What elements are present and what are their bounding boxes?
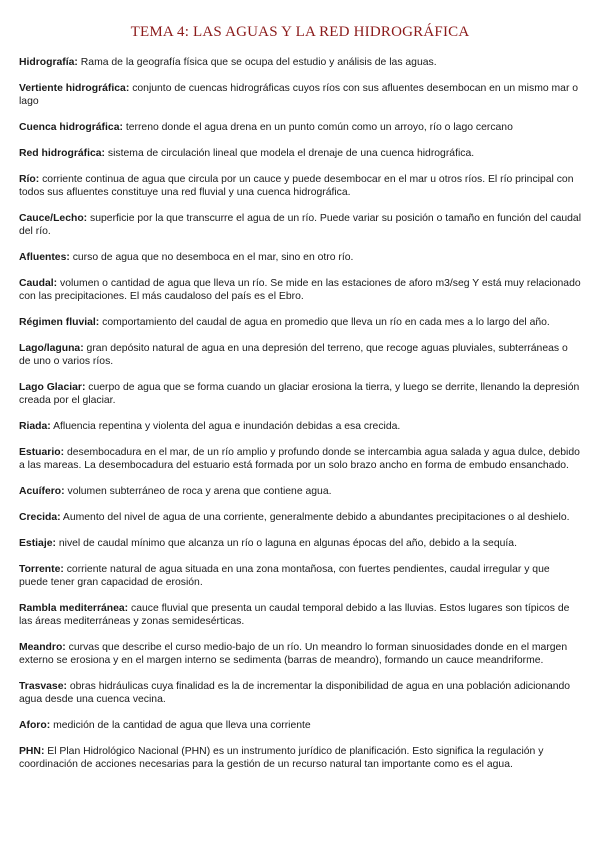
glossary-entry bbox=[19, 56, 581, 69]
glossary-entry bbox=[19, 381, 581, 407]
glossary-definition: comportamiento del caudal de agua en promedio que lleva un río en cada mes a lo largo del año. bbox=[102, 317, 550, 328]
glossary-definition: corriente continua de agua que circula por un cauce y puede desembocar en el mar u otros ríos. El río principal con todos sus afluentes constituye una red fluvial y una cuenca hidrográfica. bbox=[19, 174, 574, 198]
glossary-term: Aforo: bbox=[19, 720, 51, 731]
glossary-entry bbox=[19, 563, 581, 589]
glossary-entry bbox=[19, 745, 581, 771]
glossary-term: Acuífero: bbox=[19, 486, 65, 497]
glossary-entry bbox=[19, 173, 581, 199]
glossary-definition: nivel de caudal mínimo que alcanza un río o laguna en algunas épocas del año, debido a la sequía. bbox=[58, 538, 517, 549]
glossary-term: PHN: bbox=[19, 746, 45, 757]
glossary-list bbox=[19, 56, 581, 771]
page-title: TEMA 4: LAS AGUAS Y LA RED HIDROGRÁFICA bbox=[130, 24, 470, 40]
glossary-entry bbox=[19, 537, 581, 550]
glossary-definition: cuerpo de agua que se forma cuando un glaciar erosiona la tierra, y luego se derrite, llenando la depresión creada por el glaciar. bbox=[19, 382, 580, 406]
glossary-term: Torrente: bbox=[19, 564, 64, 575]
glossary-definition: Afluencia repentina y violenta del agua e inundación debidas a esa crecida. bbox=[53, 421, 401, 432]
glossary-definition: volumen subterráneo de roca y arena que contiene agua. bbox=[67, 486, 332, 497]
glossary-term: Rambla mediterránea: bbox=[19, 603, 129, 614]
glossary-term: Río: bbox=[19, 174, 40, 185]
glossary-definition: curso de agua que no desemboca en el mar, sino en otro río. bbox=[72, 252, 354, 263]
glossary-definition: corriente natural de agua situada en una zona montañosa, con fuertes pendientes, caudal irregular y que puede tener gran capacidad de erosión. bbox=[19, 564, 550, 588]
glossary-entry bbox=[19, 680, 581, 706]
glossary-entry bbox=[19, 147, 581, 160]
glossary-term: Lago/laguna: bbox=[19, 343, 84, 354]
glossary-term: Caudal: bbox=[19, 278, 58, 289]
glossary-definition: volumen o cantidad de agua que lleva un río. Se mide en las estaciones de aforo m3/seg Y está muy relacionado con las precipitaciones. El más caudaloso del país es el Ebro. bbox=[19, 278, 581, 302]
glossary-term: Hidrografía: bbox=[19, 57, 78, 68]
glossary-entry bbox=[19, 316, 581, 329]
glossary-entry bbox=[19, 719, 581, 732]
glossary-definition: sistema de circulación lineal que modela el drenaje de una cuenca hidrográfica. bbox=[107, 148, 475, 159]
glossary-entry bbox=[19, 82, 581, 108]
glossary-entry bbox=[19, 212, 581, 238]
document-page bbox=[19, 0, 581, 784]
glossary-entry bbox=[19, 420, 581, 433]
glossary-entry bbox=[19, 641, 581, 667]
glossary-definition: gran depósito natural de agua en una depresión del terreno, que recoge aguas pluviales, subterráneas o de uno o varios ríos. bbox=[19, 343, 568, 367]
glossary-entry bbox=[19, 121, 581, 134]
glossary-definition: medición de la cantidad de agua que lleva una corriente bbox=[53, 720, 311, 731]
glossary-definition: desembocadura en el mar, de un río amplio y profundo donde se intercambia agua salada y agua dulce, debido a las mareas. La desembocadura del estuario está formada por un solo brazo ancho en forma de embudo ensanchado. bbox=[19, 447, 580, 471]
glossary-definition: terreno donde el agua drena en un punto común como un arroyo, río o lago cercano bbox=[125, 122, 513, 133]
glossary-term: Lago Glaciar: bbox=[19, 382, 86, 393]
glossary-term: Vertiente hidrográfica: bbox=[19, 83, 130, 94]
glossary-definition: Aumento del nivel de agua de una corriente, generalmente debido a abundantes precipitaciones o al deshielo. bbox=[62, 512, 570, 523]
glossary-definition: obras hidráulicas cuya finalidad es la de incrementar la disponibilidad de agua en una población adicionando agua desde una cuenca vecina. bbox=[19, 681, 571, 705]
glossary-term: Afluentes: bbox=[19, 252, 70, 263]
glossary-term: Régimen fluvial: bbox=[19, 317, 100, 328]
glossary-term: Riada: bbox=[19, 421, 51, 432]
glossary-term: Estuario: bbox=[19, 447, 65, 458]
glossary-definition: superficie por la que transcurre el agua de un río. Puede variar su posición o tamaño en función del caudal del río. bbox=[19, 213, 582, 237]
glossary-definition: cauce fluvial que presenta un caudal temporal debido a las lluvias. Estos lugares son típicos de las áreas mediterráneas y zonas semidesérticas. bbox=[19, 603, 570, 627]
glossary-entry bbox=[19, 342, 581, 368]
glossary-term: Estiaje: bbox=[19, 538, 56, 549]
glossary-definition: conjunto de cuencas hidrográficas cuyos ríos con sus afluentes desembocan en un mismo mar o lago bbox=[19, 83, 579, 107]
glossary-term: Cuenca hidrográfica: bbox=[19, 122, 123, 133]
glossary-definition: curvas que describe el curso medio-bajo de un río. Un meandro lo forman sinuosidades donde en el margen externo se erosiona y en el margen interno se sedimenta (barras de meandro), formando un cauce meandriforme. bbox=[19, 642, 568, 666]
glossary-definition: El Plan Hidrológico Nacional (PHN) es un instrumento jurídico de planificación. Esto significa la regulación y coordinación de acciones necesarias para la gestión de un recurso natural tan importante como es el agua. bbox=[19, 746, 544, 770]
glossary-entry bbox=[19, 485, 581, 498]
glossary-entry bbox=[19, 602, 581, 628]
glossary-term: Trasvase: bbox=[19, 681, 67, 692]
glossary-definition: Rama de la geografía física que se ocupa del estudio y análisis de las aguas. bbox=[80, 57, 437, 68]
glossary-term: Cauce/Lecho: bbox=[19, 213, 88, 224]
glossary-term: Crecida: bbox=[19, 512, 61, 523]
glossary-term: Red hidrográfica: bbox=[19, 148, 106, 159]
glossary-entry bbox=[19, 446, 581, 472]
glossary-entry bbox=[19, 511, 581, 524]
glossary-entry bbox=[19, 277, 581, 303]
glossary-entry bbox=[19, 251, 581, 264]
glossary-term: Meandro: bbox=[19, 642, 66, 653]
